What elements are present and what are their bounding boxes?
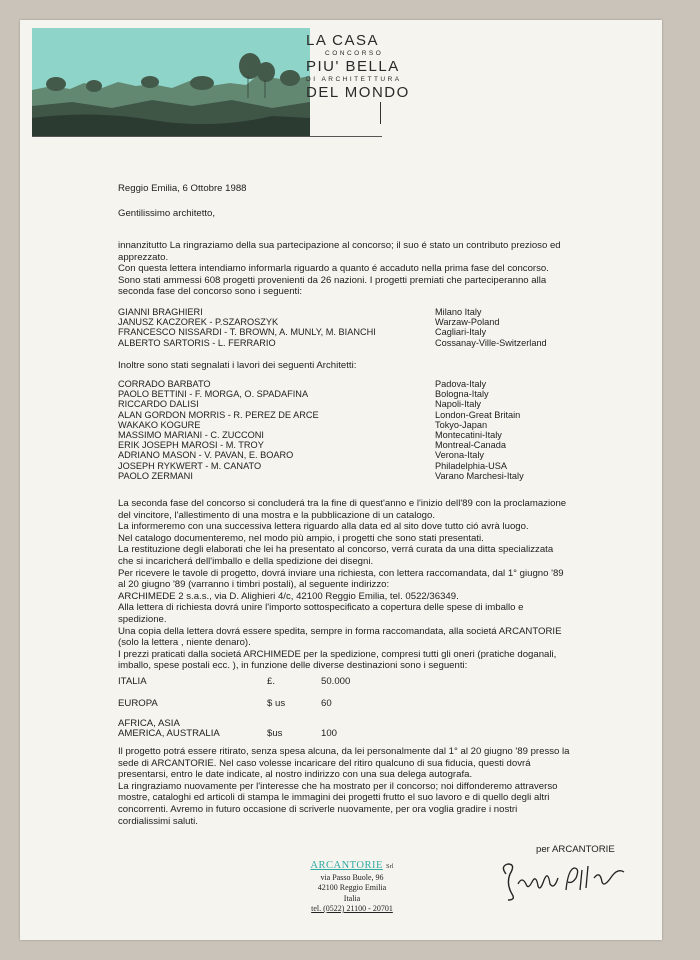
body-line: imballo, spese postali ecc. ), in funzione delle diverse destinazioni sono i seguenti:	[118, 660, 468, 672]
letterhead-banner-image	[32, 28, 310, 136]
architect-place: Bologna-Italy	[435, 389, 489, 400]
body-line: spedizione.	[118, 613, 167, 625]
body-line: Per ricevere le tavole di progetto, dovrá inviare una richiesta, con lettera raccomandata, dal 1° giugno '89	[118, 567, 564, 579]
signed-for: per ARCANTORIE	[536, 844, 615, 855]
letter-body-3	[118, 746, 570, 827]
price-currency: £.	[267, 676, 276, 687]
architect-place: Tokyo-Japan	[435, 419, 488, 430]
architect-place: Montreal-Canada	[435, 440, 506, 451]
list-item	[118, 338, 547, 348]
body-line: La restituzione degli elaborati che lei ha presentato al concorso, verrá curata da una ditta specializzata	[118, 544, 554, 556]
list-item	[118, 379, 524, 389]
footer-telephone: tel. (0522) 21100 - 20701	[311, 904, 393, 913]
body-line: concorrenti. Avremo in futuro occasione di scriverle nuovamente, per ora voglia gradire i nostri	[118, 803, 518, 815]
body-line: Una copia della lettera dovrá essere spedita, sempre in forma raccomandata, alla societá ARCANTORIE	[118, 625, 562, 637]
letter-date: Reggio Emilia, 6 Ottobre 1988	[118, 183, 247, 194]
letterhead-line-5: DEL MONDO	[306, 84, 410, 101]
list-item	[118, 317, 547, 327]
letterhead-title	[306, 32, 410, 101]
footer-address-1: via Passo Buole, 96	[320, 872, 384, 882]
architect-name: FRANCESCO NISSARDI - T. BROWN, A. MUNLY, M. BIANCHI	[118, 327, 376, 338]
body-line: al 20 giugno '89 (varranno i timbri postali), al seguente indirizzo:	[118, 579, 390, 591]
list-item	[118, 399, 524, 409]
list-item	[118, 410, 524, 420]
list-item	[118, 389, 524, 399]
architect-place: Cagliari-Italy	[435, 327, 487, 338]
body-line: Nel catalogo documenteremo, nel modo più ampio, i progetti che sono stati presentati.	[118, 532, 484, 544]
letterhead-line-4: DI ARCHITETTURA	[306, 76, 402, 83]
mentions-intro: Inoltre sono stati segnalati i lavori dei seguenti Architetti:	[118, 360, 357, 371]
architect-name: ALBERTO SARTORIS - L. FERRARIO	[118, 337, 276, 348]
architect-name: ERIK JOSEPH MAROSI - M. TROY	[118, 440, 264, 451]
architect-name: RICCARDO DALISI	[118, 399, 199, 410]
price-currency: $us	[267, 728, 283, 739]
body-line: Il progetto potrá essere ritirato, senza spesa alcuna, da lei personalmente dal 1° al 20 giugno '89 presso la	[118, 746, 570, 757]
price-region: AFRICA, ASIA	[118, 718, 180, 729]
letter-body-2	[118, 498, 566, 672]
winners-list	[118, 307, 547, 348]
body-line: presentarsi, entro le date indicate, al nostro indirizzo con una sua delega autografa.	[118, 769, 473, 781]
intro-line: Sono stati ammessi 608 progetti provenienti da 26 nazioni. I progetti premiati che parteciperanno alla	[118, 274, 547, 286]
body-line: del vincitore, l'allestimento di una mostra e la pubblicazione di un catalogo.	[118, 509, 436, 521]
intro-line: Con questa lettera intendiamo informarla riguardo a quanto é accaduto nella prima fase del concorso.	[118, 263, 549, 275]
letterhead-line-3: PIU' BELLA	[306, 58, 400, 75]
body-line: ARCHIMEDE 2 s.a.s., via D. Alighieri 4/c, 42100 Reggio Emilia, tel. 0522/36349.	[118, 590, 459, 602]
architect-place: Warzaw-Poland	[435, 317, 500, 328]
price-currency: $ us	[267, 698, 286, 709]
list-item	[118, 450, 524, 460]
body-line: (solo la lettera , niente denaro).	[118, 637, 251, 649]
letterhead-vertical-rule	[380, 102, 381, 124]
body-line: Alla lettera di richiesta dovrá unire l'importo sottospecificato a copertura delle spese di imballo e	[118, 602, 524, 614]
body-line: La ringraziamo nuovamente per l'interesse che ha mostrato per il concorso; noi diffonderemo attraverso	[118, 780, 558, 792]
price-amount: 100	[321, 728, 338, 739]
body-line: mostre, cataloghi ed articoli di stampa le immagini dei progetti frutto el suo lavoro e di quello degli altri	[118, 792, 550, 804]
footer-brand-suffix: Srl	[386, 863, 394, 870]
architect-place: Cossanay-Ville-Switzerland	[435, 337, 547, 348]
price-row	[118, 676, 351, 687]
architect-place: Verona-Italy	[435, 450, 485, 461]
footer-brand	[282, 861, 422, 873]
price-region: EUROPA	[118, 698, 158, 709]
architect-name: WAKAKO KOGURE	[118, 419, 201, 430]
letterhead-rule	[32, 136, 382, 137]
price-row	[118, 698, 332, 709]
footer-brand-name: ARCANTORIE	[310, 860, 383, 871]
price-region: ITALIA	[118, 676, 147, 687]
body-line: che si incaricherá dell'imballo e della spedizione dei disegni.	[118, 555, 374, 567]
architect-name: ALAN GORDON MORRIS - R. PEREZ DE ARCE	[118, 409, 319, 420]
intro-line: innanzitutto La ringraziamo della sua partecipazione al concorso; il suo é stato un contributo prezioso ed	[118, 240, 561, 251]
letterhead-line-2: CONCORSO	[325, 50, 384, 57]
architect-place: Varano Marchesi-Italy	[435, 470, 524, 481]
company-footer	[282, 861, 422, 915]
body-line: La informeremo con una successiva lettera riguardo alla data ed al sito dove tutto ció avrà luogo.	[118, 521, 529, 533]
body-line: La seconda fase del concorso si concluderá tra la fine di quest'anno e l'inizio dell'89 con la proclamazione	[118, 498, 567, 509]
handwritten-signature	[496, 856, 636, 904]
architect-place: Philadelphia-USA	[435, 460, 508, 471]
list-item	[118, 440, 524, 450]
architect-name: JOSEPH RYKWERT - M. CANATO	[118, 460, 262, 471]
letter-intro	[118, 240, 561, 298]
footer-country: Italia	[343, 893, 361, 903]
letter-salutation: Gentilissimo architetto,	[118, 208, 216, 219]
price-amount: 50.000	[321, 676, 351, 687]
architect-name: GIANNI BRAGHIERI	[118, 307, 203, 317]
list-item	[118, 461, 524, 471]
list-item	[118, 327, 547, 337]
architect-name: PAOLO ZERMANI	[118, 470, 193, 481]
body-line: I prezzi praticati dalla societá ARCHIMEDE per la spedizione, compresi tutti gli oneri (pratiche doganali,	[118, 648, 557, 660]
list-item	[118, 420, 524, 430]
architect-name: JANUSZ KACZOREK - P.SZAROSZYK	[118, 317, 279, 328]
footer-address-2: 42100 Reggio Emilia	[317, 883, 387, 892]
architect-place: Padova-Italy	[435, 379, 487, 389]
list-item	[118, 430, 524, 440]
letter-sheet	[20, 20, 662, 940]
letterhead-line-1: LA CASA	[306, 32, 380, 49]
list-item	[118, 307, 547, 317]
body-line: cordialissimi saluti.	[118, 815, 198, 827]
list-item	[118, 471, 524, 481]
intro-line: seconda fase del concorso sono i seguenti:	[118, 286, 303, 298]
intro-line: apprezzato.	[118, 251, 169, 263]
price-region: AMERICA, AUSTRALIA	[118, 728, 220, 739]
architect-place: Montecatini-Italy	[435, 429, 502, 440]
price-row	[118, 728, 338, 739]
architect-place: London-Great Britain	[435, 409, 521, 420]
architect-name: MASSIMO MARIANI - C. ZUCCONI	[118, 429, 264, 440]
architect-name: ADRIANO MASON - V. PAVAN, E. BOARO	[118, 450, 294, 461]
architect-name: PAOLO BETTINI - F. MORGA, O. SPADAFINA	[118, 389, 309, 400]
architect-place: Napoli-Italy	[435, 399, 481, 410]
body-line: sede di ARCANTORIE. Nel caso volesse incaricare del ritiro qualcuno di sua fiducia, questi dovrá	[118, 757, 531, 769]
architect-place: Milano Italy	[435, 307, 482, 317]
price-amount: 60	[321, 698, 332, 709]
mentions-list	[118, 379, 524, 481]
architect-name: CORRADO BARBATO	[118, 379, 211, 389]
